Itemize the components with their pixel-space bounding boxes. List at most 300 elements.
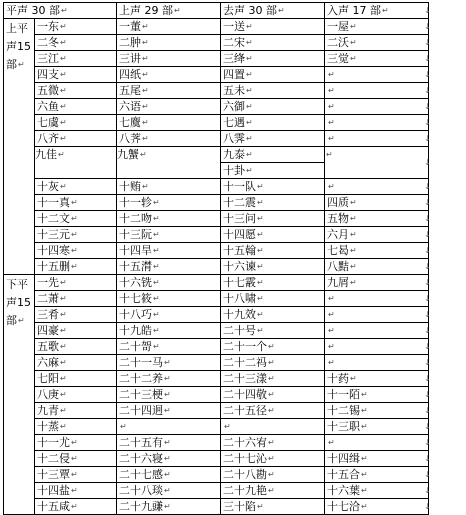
table-cell[interactable] (325, 19, 429, 35)
table-cell[interactable] (117, 307, 221, 323)
cell-text: 十五潸 (119, 260, 152, 273)
table-cell[interactable] (117, 195, 221, 211)
table-cell[interactable] (325, 131, 429, 147)
paragraph-mark: ↵ (268, 374, 275, 383)
table-cell[interactable] (325, 435, 429, 451)
paragraph-mark: ↵ (350, 54, 357, 63)
table-cell[interactable] (221, 291, 325, 307)
cell-text: 十九皓 (119, 324, 152, 337)
paragraph-mark: ↵ (246, 38, 253, 47)
paragraph-mark: ↵ (246, 166, 253, 175)
cell-text: 八荠 (119, 132, 141, 145)
cell-text: 十七洽 (327, 500, 360, 513)
cell-text: 二十号 (223, 324, 256, 337)
table-cell[interactable] (117, 339, 221, 355)
table-cell[interactable] (35, 179, 117, 195)
table-cell[interactable] (117, 275, 221, 291)
table-cell[interactable] (221, 243, 325, 259)
paragraph-mark: ↵ (257, 198, 264, 207)
paragraph-mark: ↵ (61, 6, 68, 15)
table-cell[interactable] (35, 387, 117, 403)
table-row (4, 35, 429, 51)
paragraph-mark: ↵ (164, 502, 171, 511)
table-cell[interactable] (325, 179, 429, 195)
table-cell[interactable] (35, 339, 117, 355)
table-cell[interactable] (35, 243, 117, 259)
cell-text: 十六谏 (223, 260, 256, 273)
cell-text: 十六葉 (327, 484, 360, 497)
paragraph-mark: ↵ (60, 374, 67, 383)
table-cell[interactable] (325, 291, 429, 307)
paragraph-mark: ↵ (246, 86, 253, 95)
cell-text: 二十一个 (223, 340, 267, 353)
table-cell[interactable] (221, 499, 325, 515)
table-cell[interactable] (221, 483, 325, 499)
table-cell[interactable] (325, 195, 429, 211)
table-cell[interactable] (325, 339, 429, 355)
cell-text: 二十五径 (223, 404, 267, 417)
table-cell[interactable] (221, 387, 325, 403)
paragraph-mark: ↵ (153, 246, 160, 255)
cell-text: 八庚 (37, 388, 59, 401)
row-end-mark: ↓ (424, 6, 431, 15)
header-cell[interactable] (221, 3, 325, 19)
paragraph-mark: ↵ (257, 294, 264, 303)
paragraph-mark: ↵ (142, 182, 149, 191)
table-row (4, 227, 429, 243)
cell-text: 十三问 (223, 212, 256, 225)
table-row (4, 339, 429, 355)
paragraph-mark: ↵ (142, 22, 149, 31)
cell-text: 二冬 (37, 36, 59, 49)
cell-text: 十四缉 (327, 452, 360, 465)
table-cell[interactable] (35, 115, 117, 131)
paragraph-mark: ↵ (268, 454, 275, 463)
table-cell[interactable] (35, 195, 117, 211)
table-cell[interactable] (35, 147, 117, 179)
paragraph-mark: ↵ (268, 406, 275, 415)
table-cell[interactable] (325, 211, 429, 227)
paragraph-mark: ↵ (71, 502, 78, 511)
table-cell[interactable] (325, 51, 429, 67)
table-cell[interactable] (221, 211, 325, 227)
table-cell[interactable] (35, 371, 117, 387)
row-end-mark: ↓ (424, 230, 431, 239)
table-cell[interactable] (325, 115, 429, 131)
table-cell[interactable] (117, 483, 221, 499)
cell-text: 上平声15部 (6, 22, 31, 71)
table-cell[interactable] (35, 99, 117, 115)
cell-text: 六御 (223, 100, 245, 113)
header-cell[interactable] (117, 3, 221, 19)
table-cell[interactable] (117, 371, 221, 387)
cell-text: 去声 30 部 (223, 4, 277, 17)
table-cell[interactable] (35, 291, 117, 307)
table-cell[interactable] (221, 419, 325, 435)
table-row (4, 403, 429, 419)
cell-text: 二宋 (223, 36, 245, 49)
table-cell[interactable] (117, 35, 221, 51)
paragraph-mark: ↵ (60, 390, 67, 399)
paragraph-mark: ↵ (350, 230, 357, 239)
table-cell[interactable] (35, 211, 117, 227)
table-row (4, 467, 429, 483)
table-cell[interactable] (35, 227, 117, 243)
table-cell[interactable] (117, 99, 221, 115)
row-end-mark: ↓ (424, 158, 431, 167)
table-cell[interactable] (325, 355, 429, 371)
paragraph-mark: ↵ (326, 150, 333, 159)
table-cell[interactable] (35, 51, 117, 67)
row-end-mark: ↓ (424, 278, 431, 287)
table-cell[interactable] (35, 307, 117, 323)
table-cell[interactable] (325, 371, 429, 387)
cell-text: 八齐 (37, 132, 59, 145)
table-cell[interactable] (325, 483, 429, 499)
table-cell[interactable] (117, 67, 221, 83)
table-cell[interactable] (35, 19, 117, 35)
table-cell[interactable] (221, 371, 325, 387)
cell-text: 十二震 (223, 196, 256, 209)
paragraph-mark: ↵ (246, 102, 253, 111)
table-cell[interactable] (117, 147, 221, 179)
table-cell[interactable] (117, 115, 221, 131)
paragraph-mark: ↵ (120, 422, 127, 431)
table-cell[interactable] (325, 35, 429, 51)
table-cell[interactable] (221, 435, 325, 451)
table-row (4, 451, 429, 467)
table-cell[interactable] (35, 355, 117, 371)
cell-text: 五未 (223, 84, 245, 97)
paragraph-mark: ↵ (71, 230, 78, 239)
cell-text: 十二吻 (119, 212, 152, 225)
table-cell[interactable] (117, 467, 221, 483)
paragraph-mark: ↵ (350, 38, 357, 47)
table-cell[interactable] (35, 259, 117, 275)
row-end-mark: ↓ (424, 86, 431, 95)
cell-text: 一董 (119, 20, 141, 33)
table-cell[interactable] (117, 243, 221, 259)
paragraph-mark: ↵ (71, 198, 78, 207)
cell-text: 九泰 (223, 148, 245, 161)
table-cell[interactable] (35, 451, 117, 467)
paragraph-mark: ↵ (153, 230, 160, 239)
paragraph-mark: ↵ (153, 262, 160, 271)
table-row (4, 323, 429, 339)
table-cell[interactable] (117, 419, 221, 435)
table-cell[interactable] (221, 51, 325, 67)
table-cell[interactable] (117, 499, 221, 515)
table-cell[interactable] (117, 403, 221, 419)
row-end-mark: ↓ (424, 38, 431, 47)
paragraph-mark: ↵ (328, 70, 335, 79)
paragraph-mark: ↵ (60, 326, 67, 335)
paragraph-mark: ↵ (164, 470, 171, 479)
paragraph-mark: ↵ (328, 182, 335, 191)
paragraph-mark: ↵ (350, 198, 357, 207)
paragraph-mark: ↵ (246, 118, 253, 127)
row-end-mark: ↓ (424, 374, 431, 383)
cell-text: 二沃 (327, 36, 349, 49)
table-cell[interactable] (325, 83, 429, 99)
table-row (4, 131, 429, 147)
row-end-mark: ↓ (424, 262, 431, 271)
paragraph-mark: ↵ (153, 278, 160, 287)
paragraph-mark: ↵ (142, 54, 149, 63)
table-cell[interactable] (35, 499, 117, 515)
table-cell[interactable] (221, 83, 325, 99)
table-cell[interactable] (221, 179, 325, 195)
cell-text: 十贿 (119, 180, 141, 193)
table-cell[interactable] (35, 483, 117, 499)
paragraph-mark: ↵ (257, 278, 264, 287)
table-row (4, 83, 429, 99)
paragraph-mark: ↵ (246, 54, 253, 63)
cell-text: 平声 30 部 (6, 4, 60, 17)
row-end-mark: ↓ (424, 118, 431, 127)
table-row (4, 435, 429, 451)
table-cell[interactable] (221, 403, 325, 419)
paragraph-mark: ↵ (153, 342, 160, 351)
table-cell[interactable] (221, 355, 325, 371)
paragraph-mark: ↵ (142, 102, 149, 111)
paragraph-mark: ↵ (164, 406, 171, 415)
table-cell[interactable] (325, 259, 429, 275)
header-row (4, 3, 429, 19)
table-cell[interactable] (221, 259, 325, 275)
cell-text: 入声 17 部 (327, 4, 381, 17)
paragraph-mark: ↵ (71, 486, 78, 495)
table-cell[interactable] (35, 83, 117, 99)
table-cell[interactable] (35, 403, 117, 419)
table-cell[interactable] (221, 19, 325, 35)
cell-text: 十三阮 (119, 228, 152, 241)
paragraph-mark: ↵ (361, 502, 368, 511)
table-cell[interactable] (325, 147, 429, 179)
cell-text: 一先 (37, 276, 59, 289)
paragraph-mark: ↵ (164, 374, 171, 383)
cell-text: 四置 (223, 68, 245, 81)
row-end-mark: ↓ (424, 310, 431, 319)
cell-text: 二十五有 (119, 436, 163, 449)
table-cell[interactable] (117, 227, 221, 243)
table-cell[interactable] (325, 419, 429, 435)
row-end-mark: ↓ (424, 54, 431, 63)
table-cell[interactable] (325, 227, 429, 243)
table-cell[interactable] (117, 51, 221, 67)
cell-text: 六麻 (37, 356, 59, 369)
table-cell[interactable] (221, 227, 325, 243)
paragraph-mark: ↵ (164, 454, 171, 463)
paragraph-mark: ↵ (140, 150, 147, 159)
paragraph-mark: ↵ (71, 246, 78, 255)
row-end-mark: ↓ (424, 134, 431, 143)
row-end-mark: ↓ (424, 438, 431, 447)
table-row (4, 419, 429, 435)
table-row (4, 67, 429, 83)
cell-text: 一东 (37, 20, 59, 33)
cell-text: 十三职 (327, 420, 360, 433)
table-cell[interactable] (325, 451, 429, 467)
cell-text: 十一轸 (119, 196, 152, 209)
table-cell[interactable] (221, 467, 325, 483)
table-cell[interactable] (117, 323, 221, 339)
table-cell[interactable] (35, 131, 117, 147)
table-cell[interactable] (325, 323, 429, 339)
paragraph-mark: ↵ (257, 326, 264, 335)
paragraph-mark: ↵ (328, 438, 335, 447)
table-cell[interactable] (117, 259, 221, 275)
paragraph-mark: ↵ (350, 278, 357, 287)
paragraph-mark: ↵ (58, 150, 65, 159)
paragraph-mark: ↵ (164, 390, 171, 399)
table-cell[interactable] (325, 403, 429, 419)
cell-text: 五物 (327, 212, 349, 225)
paragraph-mark: ↵ (142, 134, 149, 143)
table-cell[interactable] (117, 131, 221, 147)
table-cell[interactable] (221, 99, 325, 115)
table-cell[interactable] (221, 35, 325, 51)
cell-text: 十七筱 (119, 292, 152, 305)
table-cell[interactable] (325, 467, 429, 483)
paragraph-mark: ↵ (18, 316, 25, 325)
cell-text: 十三元 (37, 228, 70, 241)
paragraph-mark: ↵ (153, 198, 160, 207)
table-cell[interactable] (325, 307, 429, 323)
cell-text: 十四盐 (37, 484, 70, 497)
paragraph-mark: ↵ (361, 486, 368, 495)
cell-text: 上声 29 部 (119, 4, 173, 17)
cell-text: 二十三梗 (119, 388, 163, 401)
paragraph-mark: ↵ (153, 294, 160, 303)
rhyme-table (3, 2, 429, 515)
table-cell[interactable] (325, 243, 429, 259)
table-cell[interactable] (325, 99, 429, 115)
table-cell[interactable] (221, 195, 325, 211)
header-cell[interactable] (325, 3, 429, 19)
cell-text: 六月 (327, 228, 349, 241)
table-cell[interactable] (221, 339, 325, 355)
cell-text: 二十九豏 (119, 500, 163, 513)
table-cell[interactable] (221, 275, 325, 291)
table-row (4, 19, 429, 35)
paragraph-mark: ↵ (60, 342, 67, 351)
table-cell[interactable] (325, 275, 429, 291)
paragraph-mark: ↵ (361, 454, 368, 463)
paragraph-mark: ↵ (224, 422, 231, 431)
paragraph-mark: ↵ (60, 118, 67, 127)
table-cell[interactable] (117, 83, 221, 99)
paragraph-mark: ↵ (60, 310, 67, 319)
table-cell[interactable] (221, 307, 325, 323)
cell-text: 十六铣 (119, 276, 152, 289)
paragraph-mark: ↵ (164, 438, 171, 447)
table-cell[interactable] (221, 323, 325, 339)
cell-text: 四质 (327, 196, 349, 209)
paragraph-mark: ↵ (350, 214, 357, 223)
table-cell[interactable] (117, 19, 221, 35)
cell-text: 十八啸 (223, 292, 256, 305)
table-cell[interactable] (35, 323, 117, 339)
paragraph-mark: ↵ (268, 358, 275, 367)
table-cell[interactable] (117, 211, 221, 227)
cell-text: 八黠 (327, 260, 349, 273)
table-cell[interactable] (117, 387, 221, 403)
table-cell[interactable] (117, 291, 221, 307)
paragraph-mark: ↵ (60, 278, 67, 287)
table-cell[interactable] (117, 435, 221, 451)
table-cell[interactable] (221, 451, 325, 467)
table-row (4, 147, 429, 179)
cell-text: 七遇 (223, 116, 245, 129)
paragraph-mark: ↵ (257, 214, 264, 223)
cell-text: 十一队 (223, 180, 256, 193)
paragraph-mark: ↵ (174, 6, 181, 15)
row-end-mark: ↓ (424, 326, 431, 335)
cell-text: 三绛 (223, 52, 245, 65)
paragraph-mark: ↵ (328, 86, 335, 95)
paragraph-mark: ↵ (328, 326, 335, 335)
table-cell[interactable] (35, 435, 117, 451)
cell-text: 十七霰 (223, 276, 256, 289)
paragraph-mark: ↵ (257, 502, 264, 511)
paragraph-mark: ↵ (350, 22, 357, 31)
table-cell[interactable] (325, 499, 429, 515)
cell-text: 十五咸 (37, 500, 70, 513)
paragraph-mark: ↵ (60, 70, 67, 79)
paragraph-mark: ↵ (257, 262, 264, 271)
paragraph-mark: ↵ (361, 406, 368, 415)
header-cell[interactable] (4, 3, 117, 19)
row-end-mark: ↓ (424, 102, 431, 111)
cell-text: 二十二养 (119, 372, 163, 385)
table-cell[interactable] (35, 275, 117, 291)
table-cell[interactable] (221, 67, 325, 83)
paragraph-mark: ↵ (60, 294, 67, 303)
table-row (4, 483, 429, 499)
paragraph-mark: ↵ (328, 294, 335, 303)
cell-text: 十二文 (37, 212, 70, 225)
table-row (4, 371, 429, 387)
cell-text: 二十四敬 (223, 388, 267, 401)
row-end-mark: ↓ (424, 454, 431, 463)
table-cell[interactable] (35, 419, 117, 435)
table-cell[interactable] (325, 387, 429, 403)
cell-text: 二十一马 (119, 356, 163, 369)
cell-text: 九蟹 (117, 148, 139, 161)
table-cell[interactable] (117, 179, 221, 195)
table-cell[interactable] (221, 147, 325, 179)
paragraph-mark: ↵ (361, 470, 368, 479)
cell-text: 十药 (327, 372, 349, 385)
cell-text: 二十哿 (119, 340, 152, 353)
paragraph-mark: ↵ (71, 214, 78, 223)
paragraph-mark: ↵ (246, 134, 253, 143)
table-cell[interactable] (35, 467, 117, 483)
table-cell[interactable] (35, 35, 117, 51)
paragraph-mark: ↵ (361, 422, 368, 431)
row-end-mark: ↓ (424, 486, 431, 495)
table-cell[interactable] (221, 115, 325, 131)
table-cell[interactable] (117, 355, 221, 371)
paragraph-mark: ↵ (153, 326, 160, 335)
table-cell[interactable] (117, 451, 221, 467)
paragraph-mark: ↵ (268, 342, 275, 351)
table-cell[interactable] (35, 67, 117, 83)
table-cell[interactable] (325, 67, 429, 83)
table-cell[interactable] (221, 131, 325, 147)
cell-text: 十灰 (37, 180, 59, 193)
